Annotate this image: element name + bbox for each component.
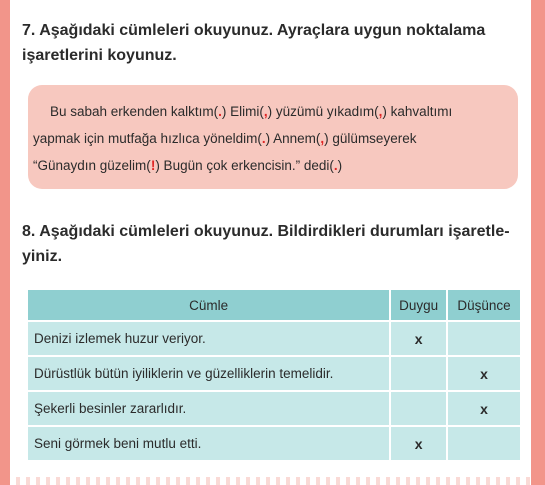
dusunce-mark-cell: x bbox=[447, 391, 521, 426]
duygu-mark-cell bbox=[390, 356, 447, 391]
passage-text: ) yüzümü yıkadım( bbox=[267, 104, 379, 119]
punctuation-passage-box bbox=[28, 85, 518, 189]
passage-text: yapmak için mutfağa hızlıca yöneldim( bbox=[33, 131, 262, 146]
duygu-mark-cell bbox=[390, 391, 447, 426]
table-row bbox=[27, 391, 521, 426]
answer-punctuation-mark: . bbox=[261, 131, 266, 146]
passage-line-3 bbox=[33, 156, 342, 176]
sentence-cell: Seni görmek beni mutlu etti. bbox=[27, 426, 390, 461]
passage-text: ) bbox=[337, 158, 343, 173]
passage-line-2 bbox=[33, 129, 416, 149]
question-7-title-line2: işaretlerini koyunuz. bbox=[22, 47, 177, 64]
header-cumle: Cümle bbox=[27, 289, 390, 321]
answer-punctuation-mark: . bbox=[218, 104, 222, 119]
passage-text: ) gülümseyerek bbox=[324, 131, 417, 146]
sentence-cell: Şekerli besinler zararlıdır. bbox=[27, 391, 390, 426]
question-7-title bbox=[22, 18, 532, 68]
sentence-cell: Denizi izlemek huzur veriyor. bbox=[27, 321, 390, 356]
passage-line-1 bbox=[50, 102, 452, 122]
question-8-title bbox=[22, 219, 532, 269]
passage-text: “Günaydın güzelim( bbox=[33, 158, 151, 173]
question-8-title-line1: 8. Aşağıdaki cümleleri okuyunuz. Bildirdikleri durumları işaretle- bbox=[22, 223, 510, 240]
passage-text: ) Annem( bbox=[265, 131, 321, 146]
dusunce-mark-cell bbox=[447, 426, 521, 461]
passage-text: ) Elimi( bbox=[221, 104, 264, 119]
answer-punctuation-mark: ! bbox=[150, 158, 156, 173]
sentence-cell: Dürüstlük bütün iyiliklerin ve güzelliklerin temelidir. bbox=[27, 356, 390, 391]
table-header-row bbox=[27, 289, 521, 321]
question-8-title-line2: yiniz. bbox=[22, 248, 63, 265]
duygu-mark-cell: x bbox=[390, 321, 447, 356]
answer-punctuation-mark: . bbox=[333, 158, 338, 173]
dusunce-mark-cell: x bbox=[447, 356, 521, 391]
header-duygu: Duygu bbox=[390, 289, 447, 321]
table-row bbox=[27, 356, 521, 391]
passage-text: ) kahvaltımı bbox=[382, 104, 453, 119]
dusunce-mark-cell bbox=[447, 321, 521, 356]
classification-table bbox=[26, 288, 522, 462]
table-row bbox=[27, 426, 521, 461]
passage-text: ) Bugün çok erkencisin.” dedi( bbox=[155, 158, 334, 173]
answer-punctuation-mark: , bbox=[263, 104, 268, 119]
answer-punctuation-mark: , bbox=[320, 131, 325, 146]
answer-punctuation-mark: , bbox=[378, 104, 383, 119]
table-row bbox=[27, 321, 521, 356]
duygu-mark-cell: x bbox=[390, 426, 447, 461]
passage-text: Bu sabah erkenden kalktım( bbox=[50, 104, 219, 119]
question-7-title-line1: 7. Aşağıdaki cümleleri okuyunuz. Ayraçlara uygun noktalama bbox=[22, 22, 486, 39]
header-dusunce: Düşünce bbox=[447, 289, 521, 321]
